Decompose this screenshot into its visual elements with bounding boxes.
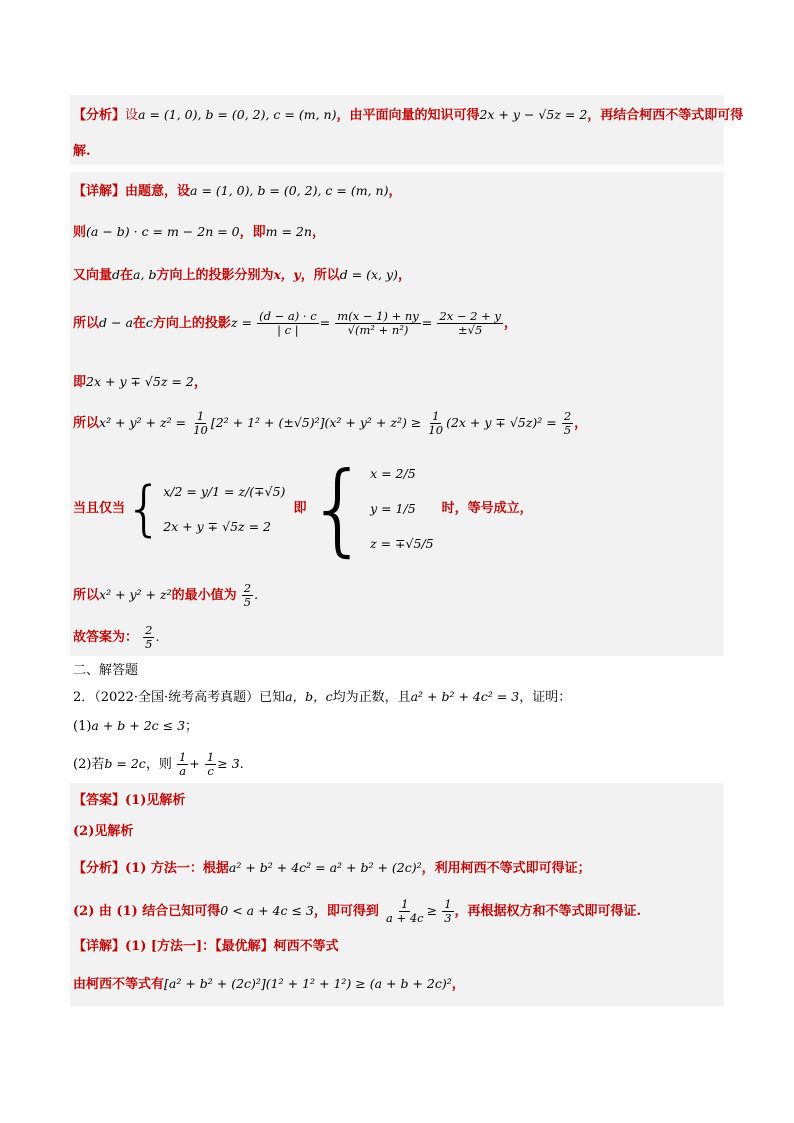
brace-icon: { <box>125 474 164 544</box>
perpendicular-line: 则(a − b) · c = m − 2n = 0，即m = 2n， <box>73 224 325 240</box>
brace-icon: { <box>306 450 371 567</box>
answer-block <box>70 783 724 1006</box>
plane-line: 即2x + y ∓ √5z = 2， <box>73 374 207 390</box>
question-2-part-1: (1)a + b + 2c ≤ 3； <box>73 718 199 734</box>
fraction: $\frac{m(x - 1) + ny}{\text{√(m² + n²)}}$ <box>337 309 419 337</box>
fraction: $\frac{1}{10}$ <box>428 409 444 437</box>
fraction: $\frac{1}{c}$ <box>206 750 215 778</box>
analysis-line-2: 解. <box>73 144 91 159</box>
equality-line: 当且仅当 { x/2 = y/1 = z/(∓√5) 2x + y ∓ √5z = 2 即 { x = 2/5 y = 1/5 z = ∓√5/5 时，等号成立， <box>73 450 533 567</box>
detail-label: 【详解】 <box>73 184 126 199</box>
fraction: $\frac{1}{10}$ <box>193 409 208 437</box>
detail-line: 【详解】由题意，设a = (1, 0), b = (0, 2), c = (m, n)， <box>73 183 402 199</box>
fraction: $\frac{2}{5}$ <box>563 409 572 437</box>
projection-line: 又向量d在a, b方向上的投影分别为x，y，所以d = (x, y)， <box>73 267 411 283</box>
analysis-line: 【分析】设a = (1, 0), b = (0, 2), c = (m, n)，由平面向量的知识可得2x + y − √5z = 2，再结合柯西不等式即可得 <box>73 107 744 123</box>
minimum-line: 所以x² + y² + z²的最小值为 $\frac{2}{5}$ . <box>73 581 259 609</box>
fraction: $\frac{1}{a + 4c}$ <box>386 897 424 925</box>
analysis-label: 【分析】 <box>73 108 126 123</box>
projection-z-line: 所以d − a在c方向上的投影z = $\frac{(d - a) \cdot c}{| c |}$ = $\frac{m(x - 1) + ny}{\text{√(m² + n²)}}$ = $\frac{2x - 2 + y}{\pm√5}$ ， <box>73 309 517 337</box>
fraction: $\frac{2}{5}$ <box>145 623 153 651</box>
plane-equation: 2x + y − √5z = 2 <box>479 107 588 122</box>
final-answer-line: 故答案为： $\frac{2}{5}$ . <box>73 623 160 651</box>
equation-system: x/2 = y/1 = z/(∓√5) 2x + y ∓ √5z = 2 <box>163 483 286 534</box>
fraction: $\frac{1}{a}$ <box>178 750 187 778</box>
answer-line-1: 【答案】(1)见解析 <box>73 793 186 808</box>
question-2-part-2: (2)若b = 2c，则 $\frac{1}{a}$ + $\frac{1}{c}$ ≥ 3. <box>73 750 244 778</box>
question-2: 2．（2022·全国·统考高考真题）已知a，b，c均为正数，且a² + b² + 4c² = 3，证明： <box>73 689 572 705</box>
analysis2-line: 【分析】(1) 方法一：根据a² + b² + 4c² = a² + b² + (2c)²，利用柯西不等式即可得证； <box>73 860 591 876</box>
cauchy-line: 所以x² + y² + z² = $\frac{1}{10}$ [2² + 1² + (±√5)²](x² + y² + z²) ≥ $\frac{1}{10}$ (2x + y ∓ √5z)² = $\frac{2}{5}$ ， <box>73 409 588 437</box>
fraction: $\frac{1}{3}$ <box>444 897 452 925</box>
cauchy2-line: 由柯西不等式有[a² + b² + (2c)²](1² + 1² + 1²) ≥ (a + b + 2c)²， <box>73 976 465 992</box>
solution-system: x = 2/5 y = 1/5 z = ∓√5/5 <box>370 466 434 551</box>
fraction: $\frac{2x - 2 + y}{\pm√5}$ <box>439 309 501 337</box>
vector-def: a = (1, 0), b = (0, 2), c = (m, n) <box>138 107 337 122</box>
answer-line-2: (2)见解析 <box>73 824 134 839</box>
analysis2-line-2: (2) 由 (1) 结合已知可得0 < a + 4c ≤ 3，即可得到 $\frac{1}{a + 4c}$ ≥ $\frac{1}{3}$ ，再根据权方和不等式即可得证. <box>73 897 642 925</box>
fraction: $\frac{2}{5}$ <box>243 581 252 609</box>
fraction: $\frac{(d - a) \cdot c}{| c |}$ <box>259 309 317 337</box>
detail2-line: 【详解】(1) [方法一]：【最优解】柯西不等式 <box>73 939 339 954</box>
section-heading: 二、解答题 <box>73 663 139 678</box>
